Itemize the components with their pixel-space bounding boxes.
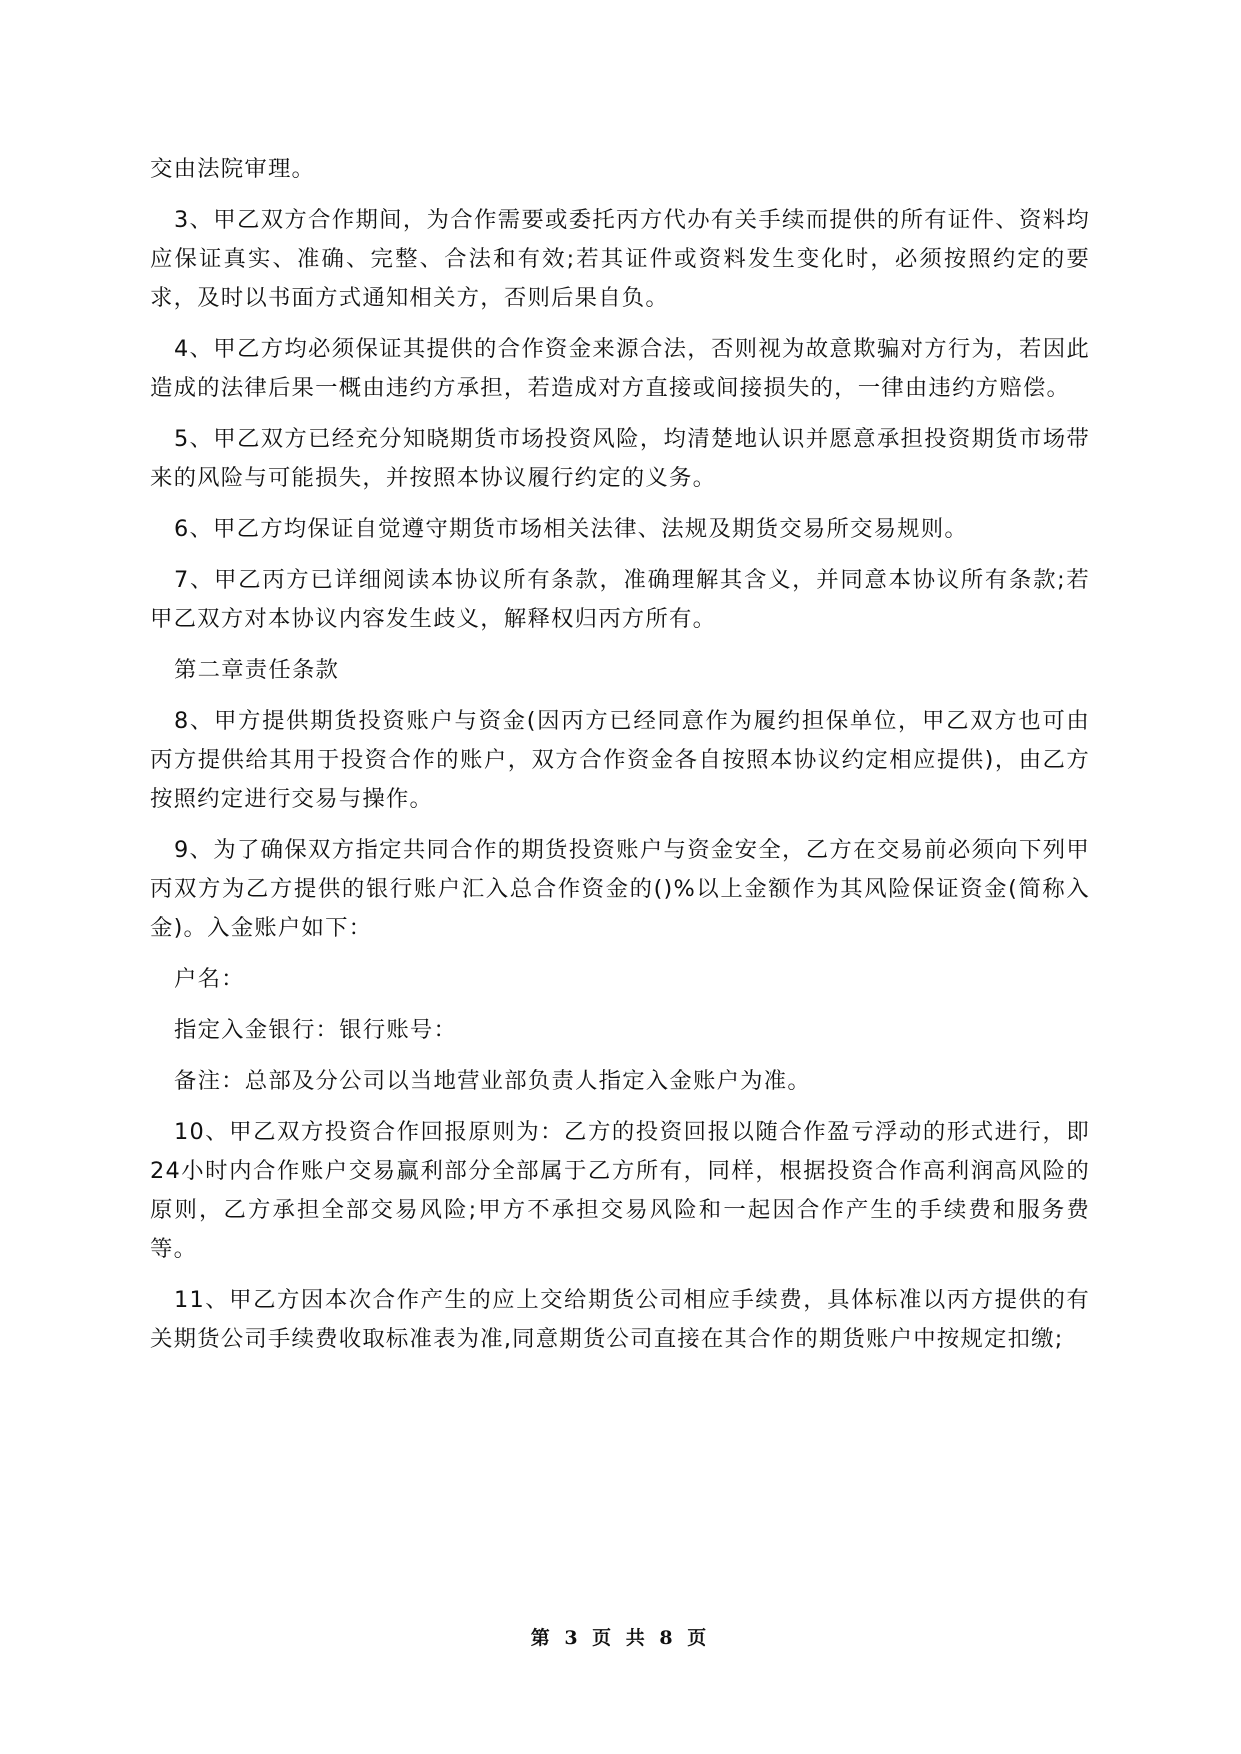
page-number-footer: 第 3 页 共 8 页: [530, 1627, 711, 1649]
paragraph-clause-9: 9、为了确保双方指定共同合作的期货投资账户与资金安全，乙方在交易前必须向下列甲丙双方为乙方提供的银行账户汇入总合作资金的()%以上金额作为其风险保证资金(简称入金)。入金账户如下：: [150, 837, 1090, 941]
paragraph-continuation: 交由法院审理。: [150, 156, 316, 182]
paragraph-clause-4: 4、甲乙方均必须保证其提供的合作资金来源合法，否则视为故意欺骗对方行为，若因此造成的法律后果一概由违约方承担，若造成对方直接或间接损失的，一律由违约方赔偿。: [150, 336, 1090, 401]
paragraph-clause-8: 8、甲方提供期货投资账户与资金(因丙方已经同意作为履约担保单位，甲乙双方也可由丙方提供给其用于投资合作的账户，双方合作资金各自按照本协议约定相应提供)，由乙方按照约定进行交易与操作。: [150, 708, 1090, 812]
paragraph-clause-10: 10、甲乙双方投资合作回报原则为：乙方的投资回报以随合作盈亏浮动的形式进行，即24小时内合作账户交易赢利部分全部属于乙方所有，同样，根据投资合作高利润高风险的原则，乙方承担全部交易风险;甲方不承担交易风险和一起因合作产生的手续费和服务费等。: [150, 1119, 1090, 1262]
paragraph-clause-6: 6、甲乙方均保证自觉遵守期货市场相关法律、法规及期货交易所交易规则。: [174, 516, 968, 542]
paragraph-clause-7: 7、甲乙丙方已详细阅读本协议所有条款，准确理解其含义，并同意本协议所有条款;若甲乙双方对本协议内容发生歧义，解释权归丙方所有。: [150, 567, 1090, 632]
paragraph-clause-3: 3、甲乙双方合作期间，为合作需要或委托丙方代办有关手续而提供的所有证件、资料均应保证真实、准确、完整、合法和有效;若其证件或资料发生变化时，必须按照约定的要求，及时以书面方式通知相关方，否则后果自负。: [150, 207, 1090, 311]
document-body: [150, 150, 1090, 1371]
paragraph-clause-5: 5、甲乙双方已经充分知晓期货市场投资风险，均清楚地认识并愿意承担投资期货市场带来的风险与可能损失，并按照本协议履行约定的义务。: [150, 426, 1090, 491]
bank-account-line: 指定入金银行：银行账号：: [174, 1017, 458, 1043]
account-name-line: 户名：: [174, 966, 245, 992]
chapter-heading: 第二章责任条款: [174, 657, 340, 683]
paragraph-clause-11: 11、甲乙方因本次合作产生的应上交给期货公司相应手续费，具体标准以丙方提供的有关期货公司手续费收取标准表为准,同意期货公司直接在其合作的期货账户中按规定扣缴;: [150, 1287, 1090, 1352]
remark-line: 备注：总部及分公司以当地营业部负责人指定入金账户为准。: [174, 1068, 811, 1094]
